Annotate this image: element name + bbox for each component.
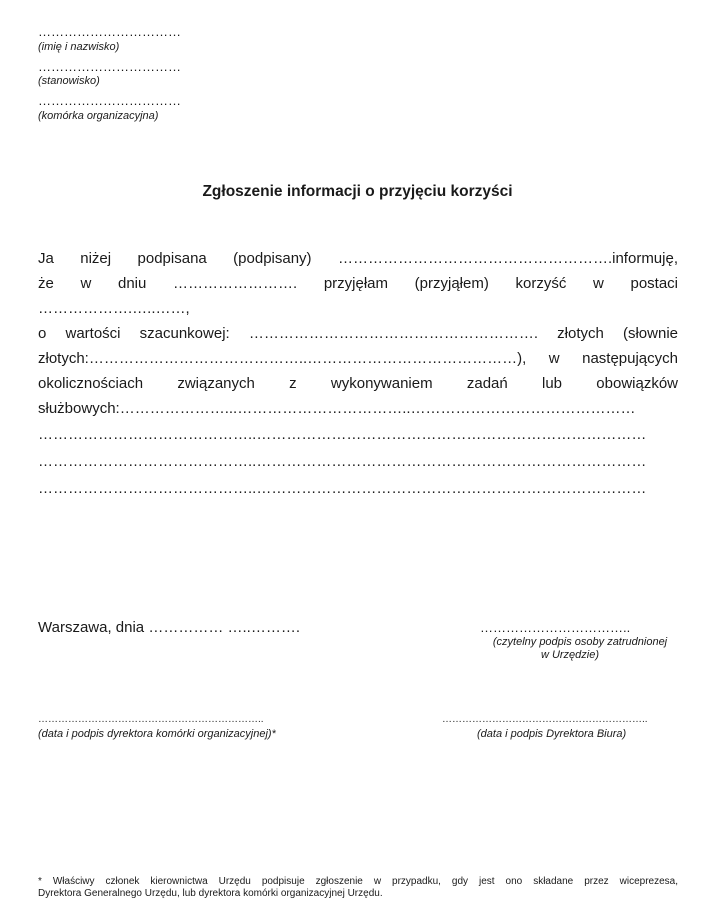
body-line-10: ……………………………………..…………………………………………………………………… [38,480,647,497]
position-caption: (stanowisko) [38,75,100,87]
body-line-4: o wartości szacunkowej: …………………………………………………. złotych (słownie [38,325,678,342]
employee-signature-dots: …………………………….. [480,620,631,635]
body-line-9: ……………………………………..…………………………………………………………………… [38,453,647,470]
document-title: Zgłoszenie informacji o przyjęciu korzyści [202,183,513,200]
director-unit-dots: ………………………………………………………….. [38,714,264,725]
footnote-line-2: Dyrektora Generalnego Urzędu, lub dyrektora komórki organizacyjnej Urzędu. [38,888,383,899]
name-dots: …………………………… [38,24,181,39]
declaration-body [38,246,678,502]
unit-dots: …………………………… [38,93,181,108]
position-dots: …………………………… [38,59,181,74]
body-line-7: służbowych:…………………...……………………………..……………………………………… [38,400,636,417]
director-office-caption: (data i podpis Dyrektora Biura) [477,728,627,740]
director-unit-caption: (data i podpis dyrektora komórki organizacyjnej)* [38,728,276,740]
body-line-6: okolicznościach związanych z wykonywaniem zadań lub obowiązków [38,375,678,392]
place-and-date: Warszawa, dnia …………… …..………. [38,619,300,636]
body-line-3: ……………….…..……, [38,300,190,317]
unit-caption: (komórka organizacyjna) [38,110,159,122]
body-line-5: złotych:……………………………………..……………………………………), w następujących [38,350,678,367]
body-line-1: Ja niżej podpisana (podpisany) ……………………………………………….informuję, [38,250,678,267]
footnote-line-1: * Właściwy członek kierownictwa Urzędu podpisuje zgłoszenie w przypadku, gdy jest ono składane przez wiceprezesa, [38,876,678,887]
director-office-dots: …………………………………………………….. [442,714,648,725]
body-line-2: że w dniu ……………………. przyjęłam (przyjąłem) korzyść w postaci [38,275,678,292]
footnote [38,876,678,900]
name-caption: (imię i nazwisko) [38,41,120,53]
employee-caption-line-1: (czytelny podpis osoby zatrudnionej [492,636,668,648]
body-line-8: ……………………………………..…………………………………………………………………… [38,426,647,443]
employee-caption-line-2: w Urzędzie) [540,649,600,661]
